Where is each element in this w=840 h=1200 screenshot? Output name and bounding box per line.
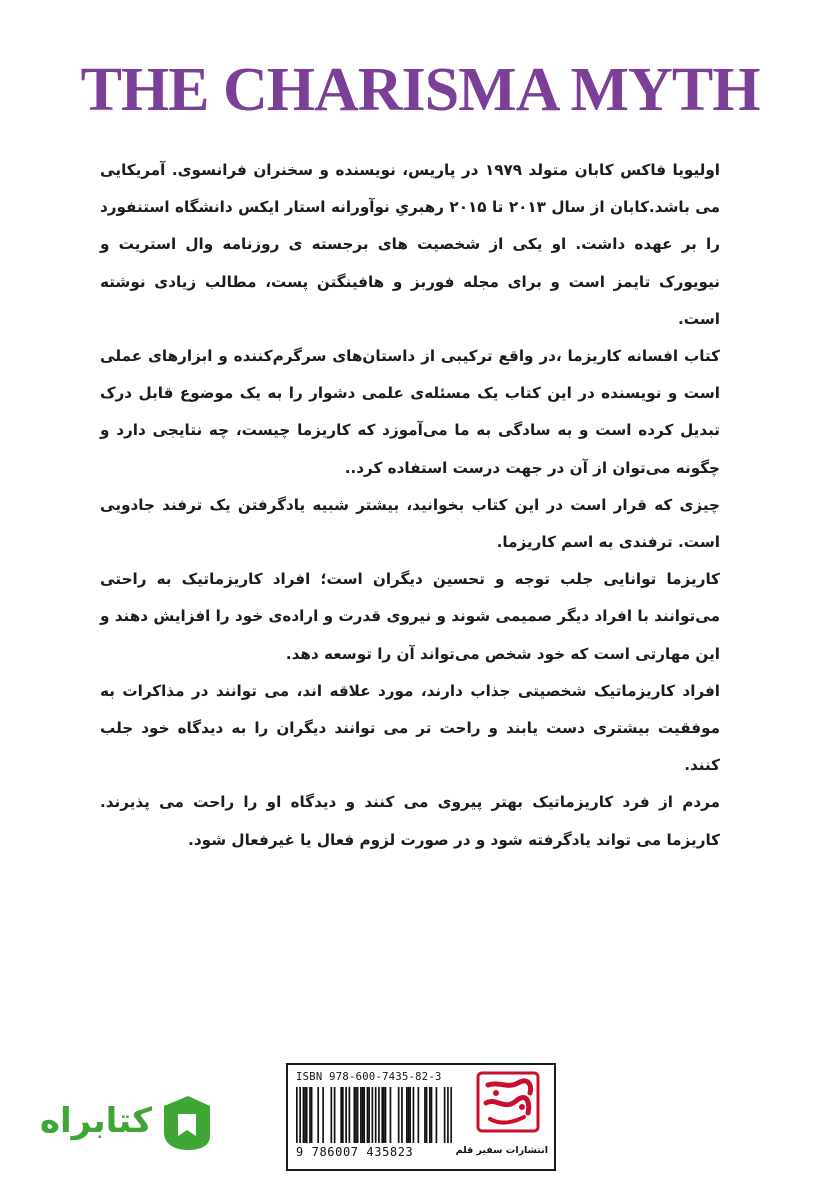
- barcode-bar: [372, 1087, 374, 1143]
- barcode-bar: [375, 1087, 377, 1143]
- barcode-area: [296, 1071, 452, 1163]
- barcode-bar: [447, 1087, 449, 1143]
- barcode-bar: [413, 1087, 415, 1143]
- barcode-bar: [330, 1087, 332, 1143]
- barcode-bar: [303, 1087, 305, 1143]
- barcode-bar: [355, 1087, 357, 1143]
- barcode-bar: [429, 1087, 431, 1143]
- barcode-bar: [408, 1087, 410, 1143]
- barcode-bar: [362, 1087, 364, 1143]
- barcode-bars: [296, 1087, 452, 1143]
- barcode-bar: [424, 1087, 426, 1143]
- barcode-bar: [353, 1087, 355, 1143]
- barcode-bar: [340, 1087, 342, 1143]
- ketabrah-logo-mark-icon: [158, 1092, 216, 1154]
- barcode-bar: [409, 1087, 411, 1143]
- ketabrah-logo: [40, 1092, 215, 1154]
- description-paragraph: مردم از فرد کاریزماتیک بهتر پیروی می کنند و دیدگاه او را راحت می پذیرند. کاریزما می تواند یادگرفته شود و در صورت لزوم فعال یا غیرفعال شود.: [100, 793, 720, 849]
- barcode-bar: [296, 1087, 298, 1143]
- publisher-name: انتشارات سفیر قلم: [455, 1145, 548, 1156]
- barcode-bar: [309, 1087, 311, 1143]
- barcode-bar: [378, 1087, 380, 1143]
- barcode-bar: [401, 1087, 403, 1143]
- barcode-bar: [367, 1087, 369, 1143]
- barcode-bar: [368, 1087, 370, 1143]
- barcode-bar: [306, 1087, 308, 1143]
- publisher-logo-icon: [474, 1071, 542, 1141]
- barcode-bar: [426, 1087, 428, 1143]
- description-paragraph: افراد کاریزماتیک شخصیتی جذاب دارند، مورد علاقه اند، می توانند در مذاکرات به موفقیت بیشتری دست یابند و راحت تر می توانند دیگران را به دیدگاه خود جلب کنند.: [100, 681, 720, 775]
- barcode-bar: [444, 1087, 446, 1143]
- barcode-bar: [322, 1087, 324, 1143]
- barcode-bar: [436, 1087, 438, 1143]
- barcode-bar: [317, 1087, 319, 1143]
- barcode-bar: [385, 1087, 387, 1143]
- barcode-bar: [418, 1087, 420, 1143]
- description-paragraph: چیزی که قرار است در این کتاب بخوانید، بیشتر شبیه یادگرفتن یک ترفند جادویی است. ترفندی به اسم کاریزما.: [100, 495, 720, 552]
- description-paragraph: کاریزما توانایی جلب توجه و تحسین دیگران است؛ افراد کاریزماتیک به راحتی می‌توانند با افراد دیگر صمیمی شوند و نیروی قدرت و اراده‌ی خود را افزایش دهند و این مهارتی است که خود شخص می‌تواند آن را توسعه دهد.: [100, 570, 720, 663]
- isbn-barcode-panel: [286, 1063, 556, 1171]
- barcode-bar: [299, 1087, 301, 1143]
- ean-digits: 9 786007 435823: [296, 1145, 414, 1159]
- barcode-bar: [342, 1087, 344, 1143]
- barcode-bar: [450, 1087, 452, 1143]
- barcode-bar: [334, 1087, 336, 1143]
- barcode-bar: [406, 1087, 408, 1143]
- barcode-bar: [357, 1087, 359, 1143]
- barcode-bar: [363, 1087, 365, 1143]
- barcode-bar: [381, 1087, 383, 1143]
- publisher-block: [455, 1071, 548, 1163]
- barcode-bar: [360, 1087, 362, 1143]
- barcode-bar: [311, 1087, 313, 1143]
- description-paragraph: اولیویا فاکس کابان متولد ۱۹۷۹ در پاریس، نویسنده و سخنران فرانسوی. آمریکایی می باشد.کابان از سال ۲۰۱۳ تا ۲۰۱۵ رهبریِ نوآورانه استار ایکس دانشگاه استنفورد را بر عهده داشت. او یکی از شخصیت های برجسته ی روزنامه وال استریت و نیویورک تایمز است و برای مجله فوربز و هافینگتن پست، مطالب زیادی نوشته است.: [100, 161, 720, 328]
- barcode-bar: [349, 1087, 351, 1143]
- book-title: THE CHARISMA MYTH: [80, 56, 760, 124]
- barcode-bar: [304, 1087, 306, 1143]
- description-paragraph: کتاب افسانه کاریزما ،در واقع ترکیبی از داستان‌های سرگرم‌کننده و ابزارهای عملی است و نویسنده در این کتاب یک مسئله‌ی علمی دشوار را به یک موضوع قابل درک تبدیل کرده است و به سادگی به ما می‌آموزد که کاریزما چیست، چه نتایجی دارد و چگونه می‌توان از آن در جهت درست استفاده کرد..: [100, 347, 720, 477]
- isbn-label: ISBN 978-600-7435-82-3: [296, 1071, 442, 1083]
- ketabrah-wordmark: کتابراه: [39, 1101, 152, 1141]
- barcode-bar: [431, 1087, 433, 1143]
- barcode-bar: [398, 1087, 400, 1143]
- book-description: [100, 152, 720, 859]
- barcode-bar: [390, 1087, 392, 1143]
- barcode-bar: [383, 1087, 385, 1143]
- barcode-bar: [345, 1087, 347, 1143]
